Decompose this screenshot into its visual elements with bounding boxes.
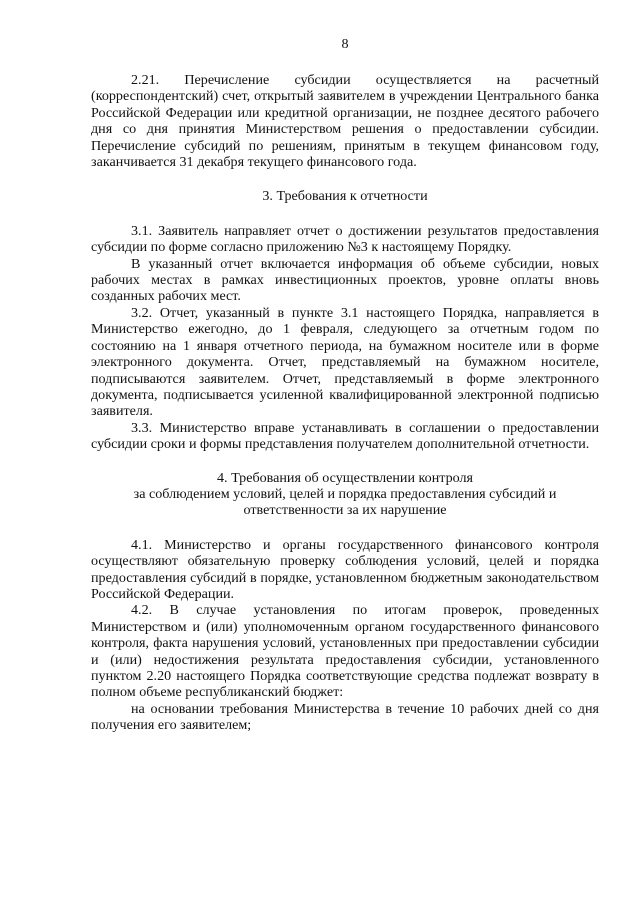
paragraph-2-21: 2.21. Перечисление субсидии осуществляется на расчетный (корреспондентский) счет, открытый заявителем в учреждении Центрального банка Российской Федерации или кредитной организации, не позднее десятого рабочего дня со дня принятия Министерством решения о предоставлении субсидии. Перечисление субсидий по решениям, принятым в текущем финансовом году, заканчивается 31 декабря текущего финансового года. (91, 72, 599, 171)
section-4-heading-line-1: 4. Требования об осуществлении контроля (216, 469, 473, 486)
section-4-heading-line-3: ответственности за их нарушение (243, 502, 447, 519)
paragraph-3-1-report-contents: В указанный отчет включается информация об объеме субсидии, новых рабочих местах в рамках инвестиционных проектов, уровне оплаты вновь созданных рабочих мест. (91, 255, 599, 305)
paragraph-4-1: 4.1. Министерство и органы государственного финансового контроля осуществляют обязательную проверку соблюдения условий, целей и порядка предоставления субсидий в порядке, установленном бюджетным законодательством Российской Федерации. (91, 536, 599, 602)
section-4-heading (91, 470, 599, 519)
paragraph-3-1: 3.1. Заявитель направляет отчет о достижении результатов предоставления субсидии по форме согласно приложению №3 к настоящему Порядку. (91, 222, 599, 256)
section-3-heading: 3. Требования к отчетности (262, 188, 428, 205)
paragraph-4-2: 4.2. В случае установления по итогам проверок, проведенных Министерством и (или) уполномоченным органом государственного финансового контроля, факта нарушения условий, установленных при предоставлении субсидии и (или) недостижения результата предоставления субсидии, установленного пунктом 2.20 настоящего Порядка соответствующие средства подлежат возврату в полном объеме республиканский бюджет: (91, 602, 599, 701)
section-4-heading-line-2: за соблюдением условий, целей и порядка предоставления субсидий и (133, 485, 557, 502)
paragraph-3-2: 3.2. Отчет, указанный в пункте 3.1 настоящего Порядка, направляется в Министерство ежегодно, до 1 февраля, следующего за отчетным годом по состоянию на 1 января отчетного периода, на бумажном носителе или в форме электронного документа. Отчет, представляемый на бумажном носителе, подписываются заявителем. Отчет, представляемый в форме электронного документа, подписывается усиленной квалифицированной электронной подписью заявителя. (91, 304, 599, 420)
paragraph-4-2-requirement: на основании требования Министерства в течение 10 рабочих дней со дня получения его заявителем; (91, 700, 599, 734)
paragraph-3-3: 3.3. Министерство вправе устанавливать в соглашении о предоставлении субсидии сроки и формы представления получателем дополнительной отчетности. (91, 419, 599, 453)
document-page (91, 36, 599, 734)
page-number: 8 (341, 36, 349, 52)
